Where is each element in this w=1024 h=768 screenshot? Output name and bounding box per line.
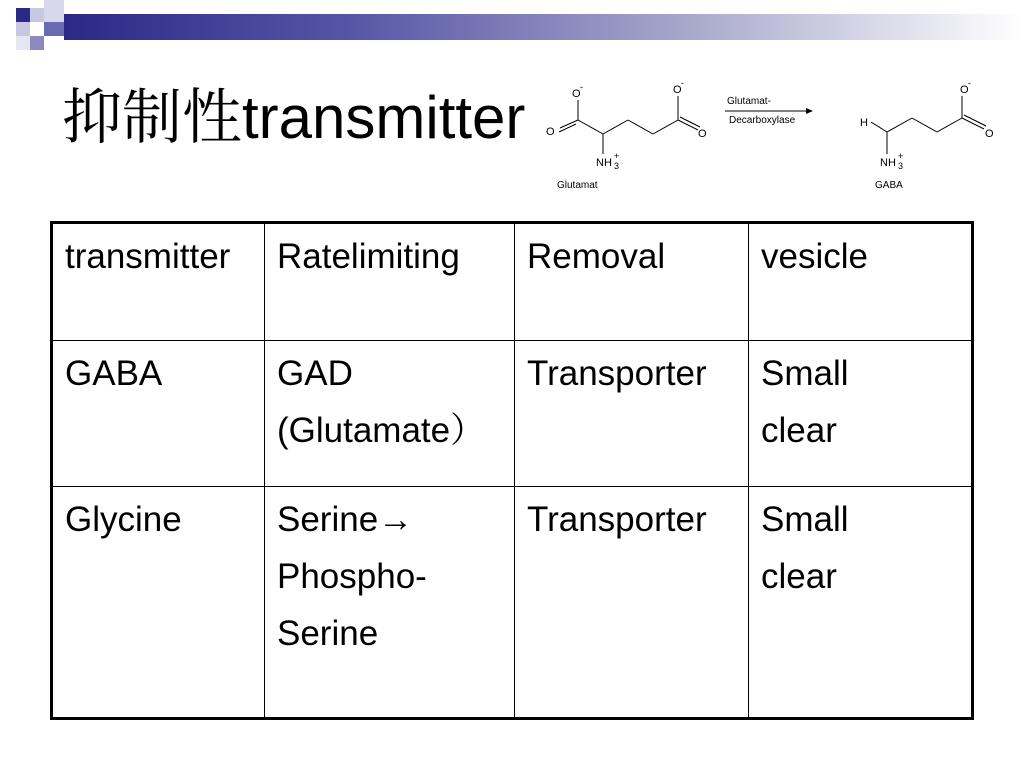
subscript: 3: [898, 161, 904, 171]
atom-o: O: [960, 84, 969, 96]
arrow-head: [806, 108, 813, 114]
table-cell: Small clear: [749, 487, 973, 719]
header-gradient-bar: [64, 14, 1024, 40]
atom-o: O: [985, 128, 994, 140]
enzyme-label-line1: Glutamat-: [727, 96, 771, 107]
table-cell: Glycine: [52, 487, 265, 719]
slide-title: 抑制性transmitter: [62, 84, 526, 151]
atom-o: O: [546, 126, 555, 138]
atom-o: O: [698, 128, 707, 140]
table-cell: Transporter: [515, 341, 749, 487]
glutamat-structure: [559, 96, 700, 154]
atom-o: O: [673, 84, 682, 96]
table-cell: GAD (Glutamate）: [265, 341, 515, 487]
charge-minus: -: [968, 78, 971, 88]
header-cell: Removal: [515, 223, 749, 341]
header-cell: transmitter: [52, 223, 265, 341]
charge-minus: -: [681, 78, 684, 88]
table-cell: GABA: [52, 341, 265, 487]
charge-plus: +: [898, 151, 904, 161]
amino-group: NH: [880, 157, 896, 169]
table-row: [52, 487, 973, 719]
gaba-structure: [871, 96, 986, 154]
table-cell: Transporter: [515, 487, 749, 719]
gaba-label: GABA: [875, 180, 903, 191]
reaction-diagram: [540, 72, 1010, 197]
charge-plus: +: [614, 151, 620, 161]
charge-minus: -: [580, 82, 583, 92]
table-row: [52, 341, 973, 487]
atom-o: O: [572, 88, 581, 100]
table-cell: Serine→ Phospho- Serine: [265, 487, 515, 719]
header-cell: Ratelimiting: [265, 223, 515, 341]
amino-group: NH: [596, 157, 612, 169]
glutamat-label: Glutamat: [557, 180, 598, 191]
header-cell: vesicle: [749, 223, 973, 341]
enzyme-label-line2: Decarboxylase: [729, 115, 796, 126]
table-header-row: [52, 223, 973, 341]
atom-h: H: [860, 117, 868, 129]
transmitter-table: [50, 221, 974, 720]
subscript: 3: [614, 161, 620, 171]
table-cell: Small clear: [749, 341, 973, 487]
